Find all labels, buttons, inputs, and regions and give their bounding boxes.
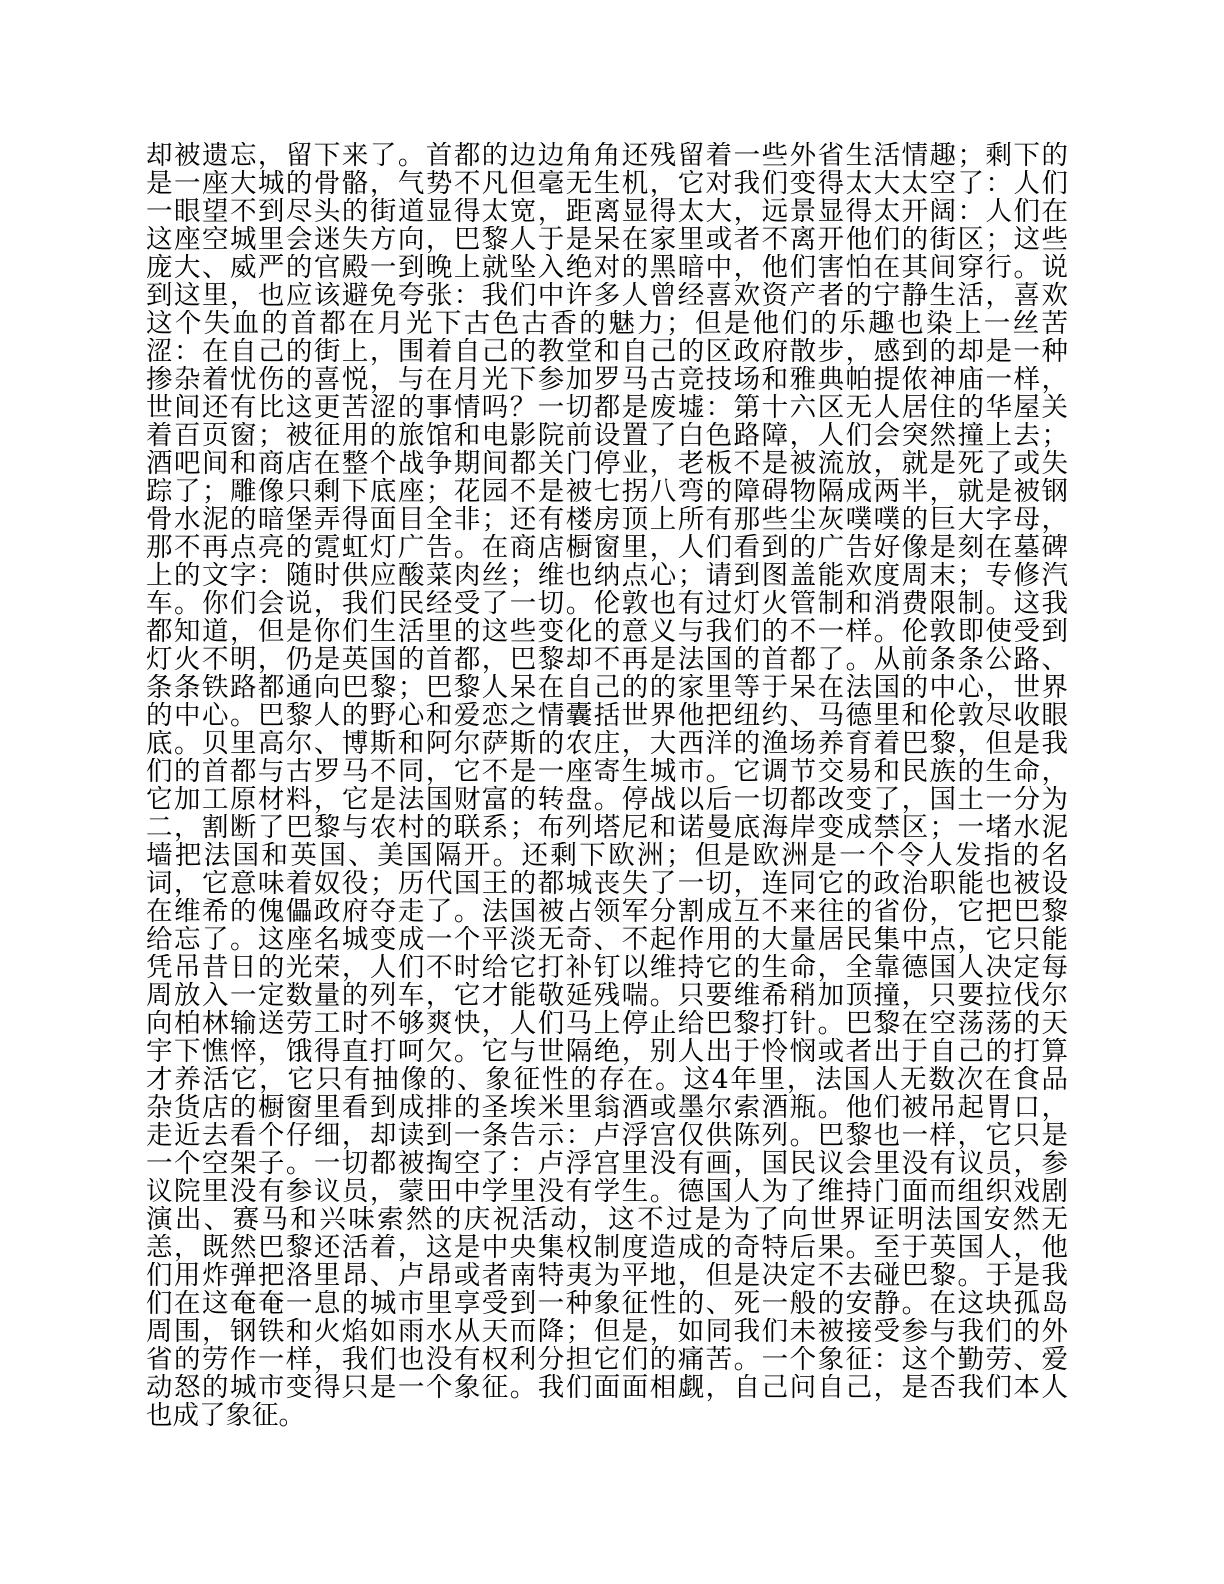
text-line: 恙，既然巴黎还活着，这是中央集权制度造成的奇特后果。至于英国人，他 (146, 1234, 1068, 1262)
text-line: 二，割断了巴黎与农村的联系；布列塔尼和诺曼底海岸变成禁区；一堵水泥 (146, 814, 1068, 842)
text-line: 杂货店的橱窗里看到成排的圣埃米里翁酒或墨尔索酒瓶。他们被吊起胃口， (146, 1094, 1068, 1122)
text-line: 议院里没有参议员，蒙田中学里没有学生。德国人为了维持门面而组织戏剧 (146, 1178, 1068, 1206)
text-line: 周围，钢铁和火焰如雨水从天而降；但是，如同我们未被接受参与我们的外 (146, 1318, 1068, 1346)
text-line: 演出、赛马和兴味索然的庆祝活动，这不过是为了向世界证明法国安然无 (146, 1206, 1068, 1234)
text-line: 们的首都与古罗马不同，它不是一座寄生城市。它调节交易和民族的生命， (146, 758, 1068, 786)
text-line: 凭吊昔日的光荣，人们不时给它打补钉以维持它的生命，全靠德国人决定每 (146, 954, 1068, 982)
text-line: 周放入一定数量的列车，它才能敬延残喘。只要维希稍加顶撞，只要拉伐尔 (146, 982, 1068, 1010)
text-line: 的中心。巴黎人的野心和爱恋之情囊括世界他把纽约、马德里和伦敦尽收眼 (146, 702, 1068, 730)
text-line: 给忘了。这座名城变成一个平淡无奇、不起作用的大量居民集中点，它只能 (146, 926, 1068, 954)
text-line: 向柏林输送劳工时不够爽快，人们马上停止给巴黎打针。巴黎在空荡荡的天 (146, 1010, 1068, 1038)
text-line: 走近去看个仔细，却读到一条告示：卢浮宫仅供陈列。巴黎也一样，它只是 (146, 1122, 1068, 1150)
text-line: 在维希的傀儡政府夺走了。法国被占领军分割成互不来往的省份，它把巴黎 (146, 898, 1068, 926)
text-line: 是一座大城的骨骼，气势不凡但毫无生机，它对我们变得太大太空了：人们 (146, 170, 1068, 198)
text-line: 宇下憔悴，饿得直打呵欠。它与世隔绝，别人出于怜悯或者出于自己的打算 (146, 1038, 1068, 1066)
text-line: 酒吧间和商店在整个战争期间都关门停业，老板不是被流放，就是死了或失 (146, 450, 1068, 478)
text-line: 到这里，也应该避免夸张：我们中许多人曾经喜欢资产者的宁静生活，喜欢 (146, 282, 1068, 310)
text-line: 庞大、威严的官殿一到晚上就坠入绝对的黑暗中，他们害怕在其间穿行。说 (146, 254, 1068, 282)
text-line: 掺杂着忧伤的喜悦，与在月光下参加罗马古竞技场和雅典帕提侬神庙一样， (146, 366, 1068, 394)
text-line: 这个失血的首都在月光下古色古香的魅力；但是他们的乐趣也染上一丝苦 (146, 310, 1068, 338)
text-line: 车。你们会说，我们民经受了一切。伦敦也有过灯火管制和消费限制。这我 (146, 590, 1068, 618)
text-line: 也成了象征。 (146, 1402, 305, 1430)
text-line: 世间还有比这更苦涩的事情吗？一切都是废墟：第十六区无人居住的华屋关 (146, 394, 1068, 422)
text-line: 词，它意味着奴役；历代国王的都城丧失了一切，连同它的政治职能也被设 (146, 870, 1068, 898)
text-line: 踪了；雕像只剩下底座；花园不是被七拐八弯的障碍物隔成两半，就是被钢 (146, 478, 1068, 506)
text-line: 条条铁路都通向巴黎；巴黎人呆在自己的的家里等于呆在法国的中心，世界 (146, 674, 1068, 702)
text-line: 那不再点亮的霓虹灯广告。在商店橱窗里，人们看到的广告好像是刻在墓碑 (146, 534, 1068, 562)
text-line: 们在这奄奄一息的城市里享受到一种象征性的、死一般的安静。在这块孤岛 (146, 1290, 1068, 1318)
text-line: 墙把法国和英国、美国隔开。还剩下欧洲；但是欧洲是一个令人发指的名 (146, 842, 1068, 870)
text-line: 动怒的城市变得只是一个象征。我们面面相觑，自己问自己，是否我们本人 (146, 1374, 1068, 1402)
text-line: 这座空城里会迷失方向，巴黎人于是呆在家里或者不离开他们的街区；这些 (146, 226, 1068, 254)
text-line: 底。贝里高尔、博斯和阿尔萨斯的农庄，大西洋的渔场养育着巴黎，但是我 (146, 730, 1068, 758)
text-line: 省的劳作一样，我们也没有权利分担它们的痛苦。一个象征：这个勤劳、爱 (146, 1346, 1068, 1374)
text-line: 着百页窗；被征用的旅馆和电影院前设置了白色路障，人们会突然撞上去； (146, 422, 1068, 450)
text-line: 们用炸弹把洛里昂、卢昂或者南特夷为平地，但是决定不去碰巴黎。于是我 (146, 1262, 1068, 1290)
text-line: 一个空架子。一切都被掏空了：卢浮宫里没有画，国民议会里没有议员，参 (146, 1150, 1068, 1178)
body-text (146, 142, 1068, 1430)
text-line: 骨水泥的暗堡弄得面目全非；还有楼房顶上所有那些尘灰噗噗的巨大字母， (146, 506, 1068, 534)
text-line: 涩：在自己的街上，围着自己的教堂和自己的区政府散步，感到的却是一种 (146, 338, 1068, 366)
text-line: 上的文字：随时供应酸菜肉丝；维也纳点心；请到图盖能欢度周末；专修汽 (146, 562, 1068, 590)
text-line: 它加工原材料，它是法国财富的转盘。停战以后一切都改变了，国土一分为 (146, 786, 1068, 814)
text-line: 却被遗忘，留下来了。首都的边边角角还残留着一些外省生活情趣；剩下的 (146, 142, 1068, 170)
text-line: 灯火不明，仍是英国的首都，巴黎却不再是法国的首都了。从前条条公路、 (146, 646, 1068, 674)
text-line: 都知道，但是你们生活里的这些变化的意义与我们的不一样。伦敦即使受到 (146, 618, 1068, 646)
text-line: 才养活它，它只有抽像的、象征性的存在。这4年里，法国人无数次在食品 (146, 1066, 1068, 1094)
text-line: 一眼望不到尽头的街道显得太宽，距离显得太大，远景显得太开阔：人们在 (146, 198, 1068, 226)
